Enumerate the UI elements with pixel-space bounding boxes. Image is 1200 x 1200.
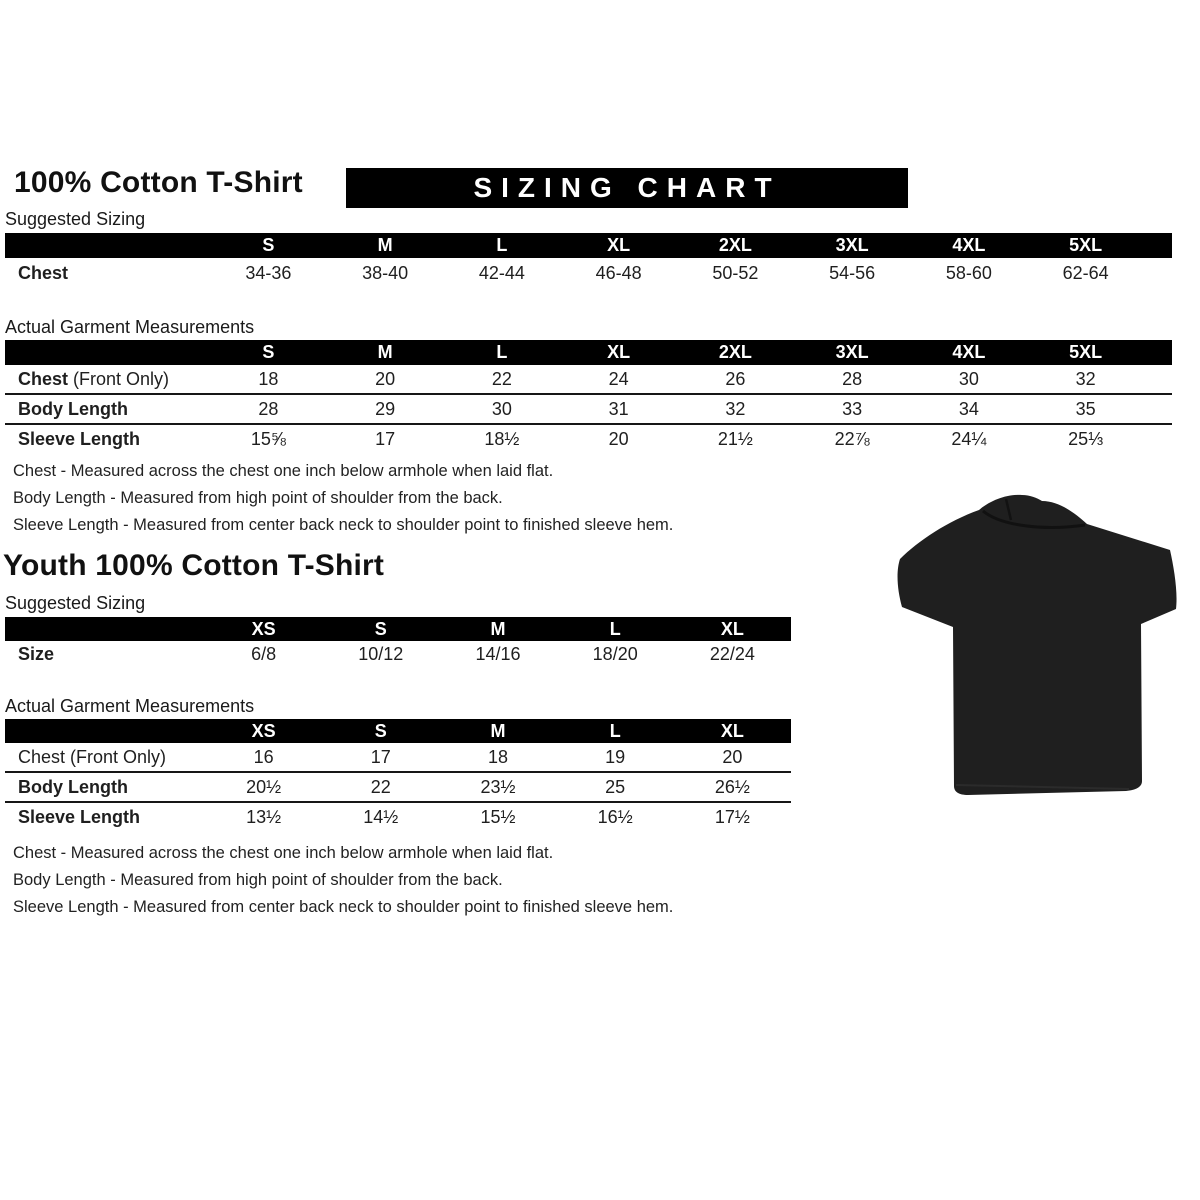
measurement-cell: 6/8 [251, 643, 277, 664]
table-header-row [5, 617, 791, 641]
size-col-header: 2XL [718, 235, 752, 255]
youth-page-title: Youth 100% Cotton T-Shirt [3, 549, 385, 582]
measurement-cell: 19 [605, 746, 626, 767]
size-col-header: XS [251, 618, 276, 639]
body-length-note: Body Length - Measured from high point of shoulder from the back. [13, 489, 503, 507]
measurement-cell: 28 [842, 368, 863, 389]
size-col-header: XL [607, 235, 631, 255]
youth-actual-measurements-label: Actual Garment Measurements [5, 696, 255, 716]
table-row [5, 423, 1172, 453]
table-row [5, 393, 1172, 423]
measurement-cell: 18½ [484, 428, 520, 449]
measurement-cell: 18 [258, 368, 279, 389]
row-label: Sleeve Length [18, 806, 141, 827]
measurement-cell: 10/12 [358, 643, 404, 664]
row-label: Body Length [18, 776, 128, 797]
measurement-cell: 22/24 [709, 643, 755, 664]
adult-suggested-sizing-label: Suggested Sizing [5, 209, 146, 229]
row-label: Chest [18, 263, 69, 283]
measurement-cell: 17½ [714, 806, 750, 827]
measurement-cell: 31 [608, 398, 629, 419]
size-col-header: S [262, 235, 275, 255]
measurement-cell: 62-64 [1062, 263, 1109, 283]
measurement-cell: 14½ [363, 806, 399, 827]
measurement-cell: 13½ [246, 806, 282, 827]
size-col-header: S [262, 342, 275, 362]
size-col-header: 5XL [1069, 235, 1103, 255]
measurement-cell: 32 [1075, 368, 1096, 389]
row-label: Body Length [18, 398, 128, 419]
sleeve-length-note: Sleeve Length - Measured from center back neck to shoulder point to finished sleeve hem. [13, 898, 674, 916]
youth-suggested-sizing-label: Suggested Sizing [5, 593, 146, 613]
measurement-cell: 20 [608, 428, 629, 449]
measurement-cell: 20 [375, 368, 396, 389]
adult-measurement-notes [13, 461, 673, 542]
measurement-cell: 24¼ [951, 428, 987, 449]
measurement-cell: 54-56 [829, 263, 876, 283]
youth-suggested-sizing-table [5, 617, 791, 667]
measurement-cell: 24 [608, 368, 629, 389]
page-title: 100% Cotton T-Shirt [14, 166, 303, 199]
body-length-note: Body Length - Measured from high point of shoulder from the back. [13, 871, 503, 889]
measurement-cell: 16 [253, 746, 274, 767]
measurement-cell: 16½ [597, 806, 633, 827]
size-col-header: XL [720, 720, 744, 741]
measurement-cell: 32 [725, 398, 746, 419]
size-col-header: 3XL [835, 342, 869, 362]
sizing-chart-banner [346, 168, 908, 208]
table-row [5, 743, 791, 771]
size-col-header: 2XL [718, 342, 752, 362]
row-label: Size [18, 643, 55, 664]
measurement-cell: 58-60 [945, 263, 992, 283]
size-col-header: M [490, 720, 506, 741]
measurement-cell: 35 [1075, 398, 1096, 419]
measurement-cell: 34-36 [245, 263, 292, 283]
banner-label: SIZING CHART [473, 172, 781, 203]
size-col-header: 5XL [1069, 342, 1103, 362]
measurement-cell: 42-44 [478, 263, 525, 283]
chest-note: Chest - Measured across the chest one inch below armhole when laid flat. [13, 844, 554, 862]
measurement-cell: 33 [842, 398, 863, 419]
size-col-header: S [374, 618, 387, 639]
measurement-cell: 18/20 [592, 643, 638, 664]
measurement-cell: 17 [370, 746, 391, 767]
size-col-header: 4XL [952, 235, 986, 255]
row-label: Chest (Front Only) [18, 368, 170, 389]
size-col-header: 3XL [835, 235, 869, 255]
measurement-cell: 28 [258, 398, 279, 419]
measurement-cell: 22 [370, 776, 391, 797]
measurement-cell: 29 [375, 398, 396, 419]
size-col-header: M [490, 618, 506, 639]
adult-suggested-sizing-table [5, 233, 1172, 289]
measurement-cell: 26 [725, 368, 746, 389]
measurement-cell: 22⅞ [834, 428, 870, 449]
tshirt-silhouette [898, 495, 1177, 795]
measurement-cell: 20 [722, 746, 743, 767]
tshirt-image [893, 486, 1187, 808]
measurement-cell: 15½ [480, 806, 516, 827]
adult-actual-measurements-label: Actual Garment Measurements [5, 317, 255, 337]
measurement-cell: 38-40 [362, 263, 409, 283]
table-row [5, 801, 791, 831]
table-header-row [5, 719, 791, 743]
measurement-cell: 25 [605, 776, 626, 797]
measurement-cell: 26½ [714, 776, 750, 797]
table-header-row [5, 233, 1172, 258]
measurement-cell: 50-52 [712, 263, 759, 283]
measurement-cell: 25⅓ [1068, 428, 1104, 449]
sleeve-length-note: Sleeve Length - Measured from center back neck to shoulder point to finished sleeve hem. [13, 516, 674, 534]
size-col-header: XS [251, 720, 276, 741]
size-col-header: S [374, 720, 387, 741]
measurement-cell: 20½ [246, 776, 282, 797]
measurement-cell: 17 [375, 428, 396, 449]
table-row [5, 258, 1172, 289]
size-col-header: M [377, 235, 393, 255]
measurement-cell: 34 [958, 398, 979, 419]
adult-actual-measurements-table [5, 340, 1172, 453]
table-header-row [5, 340, 1172, 365]
measurement-cell: 30 [491, 398, 512, 419]
size-col-header: L [609, 618, 621, 639]
row-label: Chest (Front Only) [18, 746, 167, 767]
size-col-header: L [496, 342, 508, 362]
measurement-cell: 21½ [717, 428, 753, 449]
youth-measurement-notes [13, 843, 673, 924]
size-col-header: L [496, 235, 508, 255]
measurement-cell: 30 [958, 368, 979, 389]
youth-actual-measurements-table [5, 719, 791, 831]
measurement-cell: 46-48 [595, 263, 642, 283]
size-col-header: XL [607, 342, 631, 362]
measurement-cell: 18 [487, 746, 508, 767]
measurement-cell: 15⅝ [250, 428, 286, 449]
table-row [5, 641, 791, 667]
measurement-cell: 14/16 [475, 643, 521, 664]
size-col-header: L [609, 720, 621, 741]
size-col-header: M [377, 342, 393, 362]
chest-note: Chest - Measured across the chest one inch below armhole when laid flat. [13, 462, 554, 480]
measurement-cell: 23½ [480, 776, 516, 797]
table-row [5, 771, 791, 801]
size-col-header: 4XL [952, 342, 986, 362]
table-row [5, 365, 1172, 393]
row-label: Sleeve Length [18, 428, 141, 449]
size-col-header: XL [720, 618, 744, 639]
measurement-cell: 22 [491, 368, 512, 389]
